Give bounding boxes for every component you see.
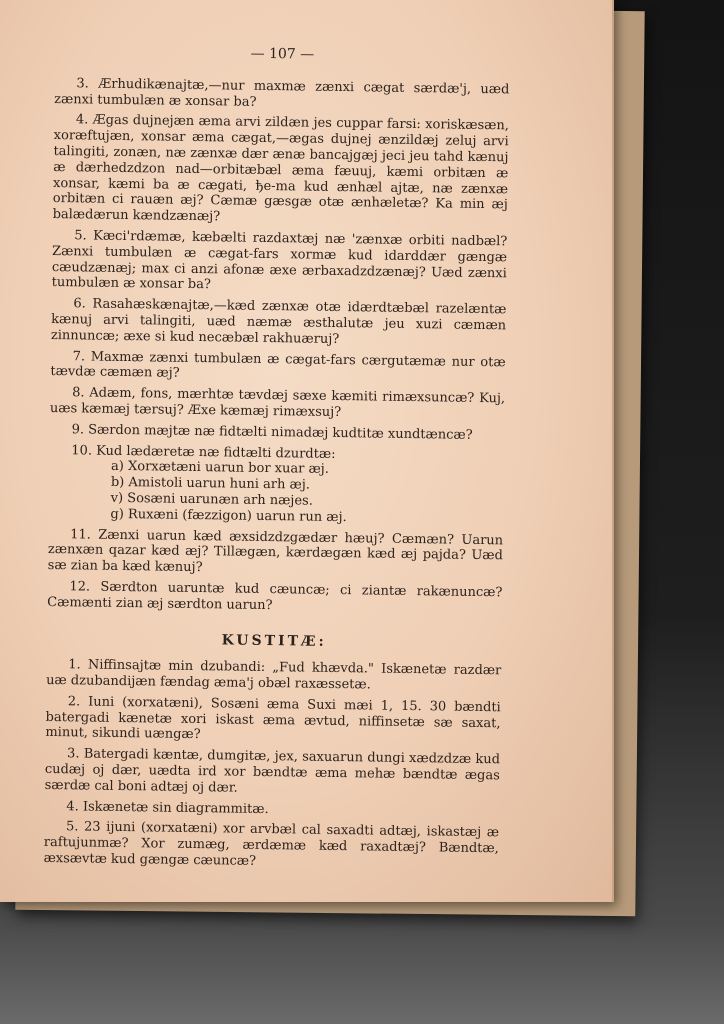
paragraph: 1. Niffinsajtæ min dzubandi: „Fud khævda." Iskænetæ razdær uæ dzubandijæn fændag æma'j obæl raxæssetæ. <box>46 657 502 693</box>
section-heading: KUSTITÆ: <box>221 631 327 650</box>
paragraph: 9. Særdon mæjtæ næ fidtælti nimadæj kudtitæ xundtæncæ? <box>71 422 473 443</box>
sub-item: a) Xorxætæni uarun bor xuar æj. <box>110 459 330 478</box>
paragraph: 7. Maxmæ zænxi tumbulæn æ cægat-fars cærgutæmæ nur otæ tævdæ cæmæn æj? <box>50 348 506 382</box>
paragraph: 10. Kud lædæretæ næ fidtælti dzurdtæ: <box>71 442 336 462</box>
paragraph: 3. Ærhudikænajtæ,—nur maxmæ zænxi cægat særdæ'j, uæd zænxi tumbulæn æ xonsar ba? <box>54 76 510 110</box>
paragraph: 8. Adæm, fons, mærhtæ tævdæj sæxe kæmiti rimæxsuncæ? Kuj, uæs kæmæj tærsuj? Æxe kæmæj rimæxsuj? <box>49 385 506 420</box>
page-text <box>43 44 510 878</box>
paragraph: 3. Batergadi kæntæ, dumgitæ, jex, saxuarun dungi xædzdzæ kud cudæj oj dær, uædta ird xor bændtæ æma mehæ bændtæ ægas særdæ cal boni adtæj oj dær. <box>44 746 501 796</box>
paragraph: 6. Rasahæskænajtæ,—kæd zænxæ otæ idærdtæbæl razelæntæ kænuj arvi talingiti, uæd næmæ æsthalutæ jeu xuzi cæmæn zinnuncæ; æxe si kud necæbæl rakhuæruj? <box>50 296 507 347</box>
paragraph: 4. Iskænetæ sin diagrammitæ. <box>66 798 269 817</box>
sub-item: v) Sosæni uarunæn arh næjes. <box>110 490 313 509</box>
paragraph: 5. Kæci'rdæmæ, kæbælti razdaxtæj næ 'zænxæ orbiti nadbæl? Zænxi tumbulæn æ cægat-fars xormæ kud idarddær gængæ cæudzænæj; max ci anzi afonæ æxe ærbaxadzdzænæj? Uæd zænxi tumbulæn æ xonsar ba? <box>51 228 508 293</box>
paragraph: 5. 23 ijuni (xorxatæni) xor arvbæl cal saxadti adtæj, iskastæj æ raftujunmæ? Xor zumæg, ærdæmæ kæd raxadtæj? Bændtæ, æxsævtæ kud gængæ cæuncæ? <box>43 819 500 869</box>
page-number: — 107 — <box>250 45 315 63</box>
sub-item: g) Ruxæni (fæzzigon) uarun run æj. <box>110 506 347 525</box>
paragraph: 2. Iuni (xorxatæni), Sosæni æma Suxi mæi 1, 15. 30 bændti batergadi kænetæ xori iskast æma ævtud, niffinsetæ sæ saxat, minut, sikundi uængæ? <box>45 694 501 743</box>
paragraph: 11. Zænxi uarun kæd æxsidzdzgædær hæuj? Cæmæn? Uarun zænxæn qazar kæd æj? Tillægæn, kærdægæn kæd æj pajda? Uæd sæ zian ba kæd kænuj? <box>47 526 504 576</box>
sub-item: b) Amistoli uarun huni arh æj. <box>110 474 311 493</box>
paragraph: 12. Særdton uaruntæ kud cæuncæ; ci ziantæ rakænuncæ? Cæmænti zian æj særdton uarun? <box>47 579 503 613</box>
paragraph: 4. Ægas dujnejæn æma arvi zildæn jes cuppar farsi: xoriskæsæn, xoræftujæn, xonsar æma cægat,—ægas dujnej ænzildæj zeluj arvi talingiti, zonæn, næ zænxæ dær ænæ bancajgæj jeci jeu tahd kænuj æ dærhedzdzon nad—orbitæbæl æma fæuuj, kæmi orbitæn æ xonsar, kæmi ba æ cægati, ђe-ma kud ænhæl ajtæ, næ zænxæ orbitæn ci rauæn æj? Cæmæ gæsgæ otæ ænhæletæ? Ka min æj balædærun kændzænæj? <box>52 112 510 225</box>
